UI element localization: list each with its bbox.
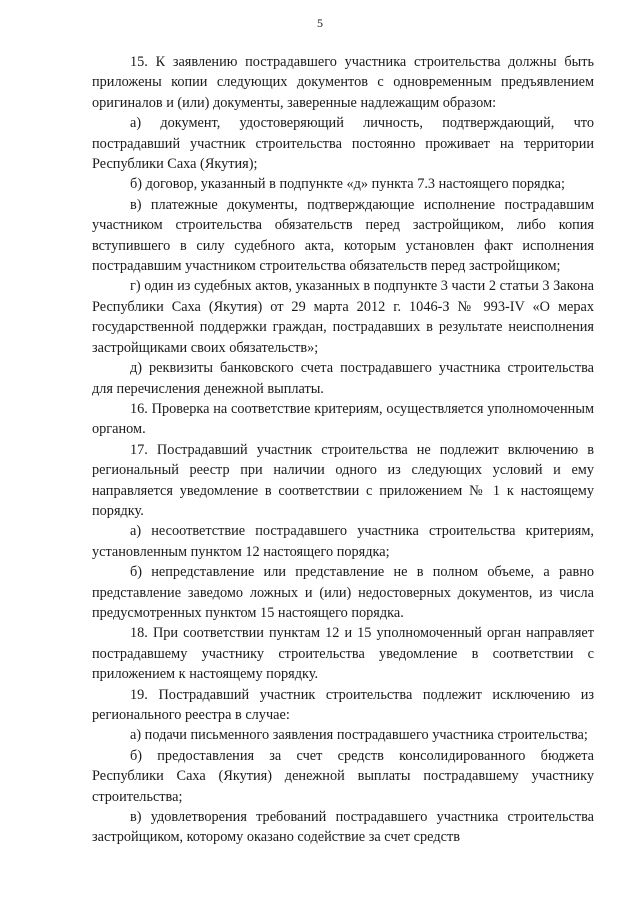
paragraph-16: 16. Проверка на соответствие критериям, осуществляется уполномоченным органом.: [92, 400, 594, 438]
paragraph-19-b: б) предоставления за счет средств консолидированного бюджета Республики Саха (Якутия) денежной выплаты пострадавшему участнику строительства;: [92, 747, 594, 805]
paragraph-19-v: в) удовлетворения требований пострадавшего участника строительства застройщиком, которому оказано содействие за счет средств: [92, 809, 594, 846]
document-body: [92, 52, 594, 848]
paragraph-19-a: а) подачи письменного заявления пострадавшего участника строительства;: [130, 727, 588, 744]
paragraph-19: 19. Пострадавший участник строительства подлежит исключению из регионального реестра в случае:: [92, 686, 594, 723]
paragraph-17-b: б) непредставление или представление не в полном объеме, а равно представление заведомо ложных и (или) недостоверных документов, из числа предусмотренных пунктом 15 настоящего порядка.: [92, 564, 594, 621]
paragraph-15-d: д) реквизиты банковского счета пострадавшего участника строительства для перечисления денежной выплаты.: [92, 360, 594, 397]
paragraph-18: 18. При соответствии пунктам 12 и 15 уполномоченный орган направляет пострадавшему участнику строительства уведомление в соответствии с приложением к настоящему порядку.: [92, 625, 594, 683]
paragraph-15-v: в) платежные документы, подтверждающие исполнение пострадавшим участником строительства обязательств перед застройщиком, либо копия вступившего в силу судебного акта, которым установлен факт исполнения пострадавшим участником строительства обязательств перед застройщиком;: [92, 196, 594, 275]
paragraph-17-a: а) несоответствие пострадавшего участника строительства критериям, установленным пунктом 12 настоящего порядка;: [92, 523, 594, 560]
paragraph-15: 15. К заявлению пострадавшего участника строительства должны быть приложены копии следующих документов с одновременным предъявлением оригиналов и (или) документы, заверенные надлежащим образом:: [92, 54, 594, 111]
paragraph-15-g: г) один из судебных актов, указанных в подпункте 3 части 2 статьи 3 Закона Республики Саха (Якутия) от 29 марта 2012 г. 1046-З № 993-IV «О мерах государственной поддержки граждан, пострадавших в результате неисполнения застройщиками своих обязательств»;: [92, 278, 594, 356]
paragraph-17: 17. Пострадавший участник строительства не подлежит включению в региональный реестр при наличии одного из следующих условий и ему направляется уведомление в соответствии с приложением № 1 к настоящему порядку.: [92, 441, 594, 519]
page-number: 5: [317, 16, 323, 30]
paragraph-15-b: б) договор, указанный в подпункте «д» пункта 7.3 настоящего порядка;: [130, 176, 565, 193]
paragraph-15-a: а) документ, удостоверяющий личность, подтверждающий, что пострадавший участник строительства постоянно проживает на территории Республики Саха (Якутия);: [92, 115, 594, 173]
